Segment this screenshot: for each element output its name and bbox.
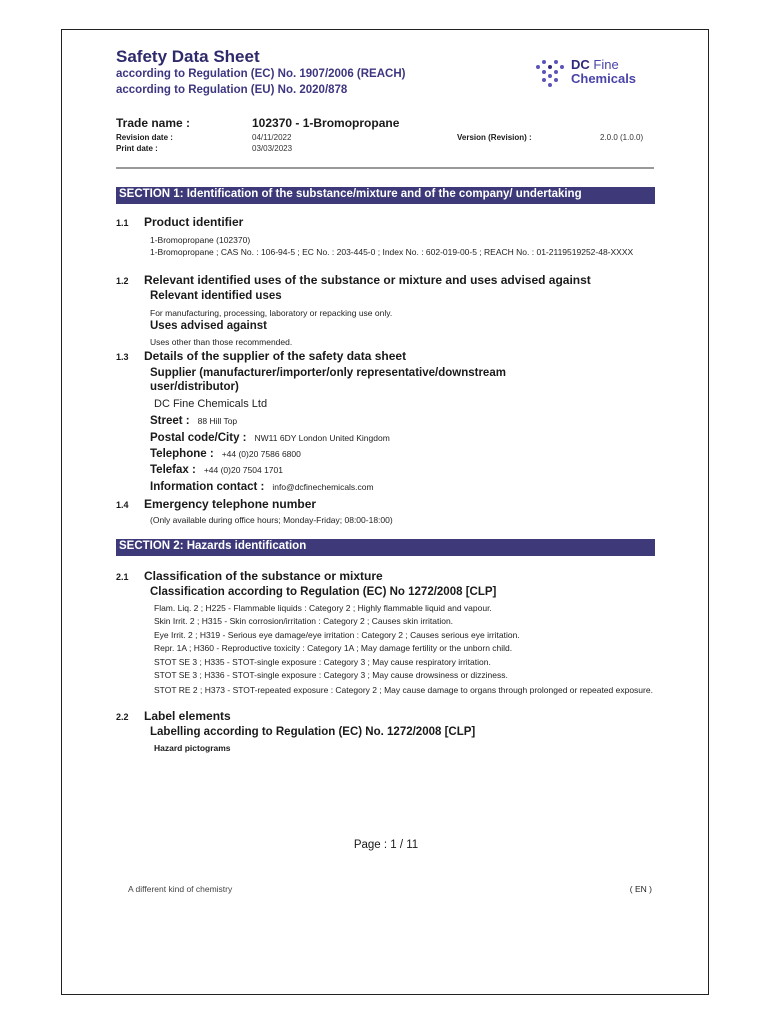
trade-name-value: 102370 - 1-Bromopropane <box>252 116 400 130</box>
supplier-heading-line1: Supplier (manufacturer/importer/only representative/downstream <box>150 367 506 379</box>
supplier-heading-line2: user/distributor) <box>150 381 239 393</box>
molecule-dots-icon <box>534 56 568 90</box>
telephone-row: Telephone : +44 (0)20 7586 6800 <box>150 448 301 460</box>
logo-text-top: DC Fine <box>571 57 619 72</box>
info-contact-value: info@dcfinechemicals.com <box>272 482 374 492</box>
version-value: 2.0.0 (1.0.0) <box>600 133 644 142</box>
logo-text-bottom: Chemicals <box>571 71 637 86</box>
version-label: Version (Revision) : <box>457 133 532 142</box>
regulation-reach: according to Regulation (EC) No. 1907/2006 (REACH) <box>116 68 406 80</box>
emergency-hours-text: (Only available during office hours; Monday-Friday; 08:00-18:00) <box>150 515 393 525</box>
classification-item: Skin Irrit. 2 ; H315 - Skin corrosion/irritation : Category 2 ; Causes skin irritation. <box>154 616 454 626</box>
classification-item: Eye Irrit. 2 ; H319 - Serious eye damage/eye irritation : Category 2 ; Causes serious eye irritation. <box>154 630 520 640</box>
s14-title: Emergency telephone number <box>144 497 317 511</box>
labelling-heading: Labelling according to Regulation (EC) No. 1272/2008 [CLP] <box>150 726 476 738</box>
s13-number: 1.3 <box>116 352 129 362</box>
clp-classification-heading: Classification according to Regulation (EC) No 1272/2008 [CLP] <box>150 586 497 598</box>
revision-date-value: 04/11/2022 <box>252 133 292 142</box>
s13-title: Details of the supplier of the safety data sheet <box>144 349 407 363</box>
postal-row: Postal code/City : NW11 6DY London United Kingdom <box>150 432 390 444</box>
section1-bar: SECTION 1: Identification of the substance/mixture and of the company/ undertaking <box>116 187 655 204</box>
classification-item: Flam. Liq. 2 ; H225 - Flammable liquids : Category 2 ; Highly flammable liquid and vapour. <box>154 603 492 613</box>
print-date-label: Print date : <box>116 144 158 153</box>
hazard-pictograms-label: Hazard pictograms <box>154 743 231 753</box>
telefax-value: +44 (0)20 7504 1701 <box>203 465 283 475</box>
s11-number: 1.1 <box>116 218 129 228</box>
street-value: 88 Hill Top <box>197 416 238 426</box>
s12-number: 1.2 <box>116 276 129 286</box>
classification-item: STOT SE 3 ; H335 - STOT-single exposure : Category 3 ; May cause respiratory irritation. <box>154 657 491 667</box>
revision-date-label: Revision date : <box>116 133 173 142</box>
classification-item: Repr. 1A ; H360 - Reproductive toxicity : Category 1A ; May damage fertility or the unborn child. <box>154 643 513 653</box>
header-divider <box>116 167 654 169</box>
classification-item: STOT RE 2 ; H373 - STOT-repeated exposure : Category 2 ; May cause damage to organs through prolonged or repeated exposure. <box>154 685 653 695</box>
uses-advised-against-text: Uses other than those recommended. <box>150 337 293 347</box>
regulation-eu: according to Regulation (EU) No. 2020/878 <box>116 84 348 96</box>
page-number: Page : 1 / 11 <box>353 839 419 851</box>
s11-title: Product identifier <box>144 215 244 229</box>
info-contact-row: Information contact : info@dcfinechemicals.com <box>150 481 374 493</box>
footer-tagline: A different kind of chemistry <box>128 884 233 894</box>
trade-name-label: Trade name : <box>116 116 191 130</box>
s21-number: 2.1 <box>116 572 129 582</box>
dc-fine-chemicals-logo <box>534 56 644 90</box>
print-date-value: 03/03/2023 <box>252 144 293 153</box>
product-identifiers-line: 1-Bromopropane ; CAS No. : 106-94-5 ; EC No. : 203-445-0 ; Index No. : 602-019-00-5 ; REACH No. : 01-2119519252-48-XXXX <box>150 247 634 257</box>
s21-title: Classification of the substance or mixture <box>144 569 383 583</box>
s14-number: 1.4 <box>116 500 129 510</box>
telephone-value: +44 (0)20 7586 6800 <box>221 449 301 459</box>
relevant-uses-heading: Relevant identified uses <box>150 290 282 302</box>
postal-value: NW11 6DY London United Kingdom <box>254 433 390 443</box>
section2-bar: SECTION 2: Hazards identification <box>116 539 655 556</box>
uses-advised-against-heading: Uses advised against <box>150 320 267 332</box>
s22-number: 2.2 <box>116 712 129 722</box>
document-title: Safety Data Sheet <box>116 47 260 66</box>
classification-item: STOT SE 3 ; H336 - STOT-single exposure : Category 3 ; May cause drowsiness or dizziness. <box>154 670 508 680</box>
s12-title: Relevant identified uses of the substance or mixture and uses advised against <box>144 273 591 287</box>
street-row: Street : 88 Hill Top <box>150 415 238 427</box>
telefax-row: Telefax : +44 (0)20 7504 1701 <box>150 464 283 476</box>
product-name-line: 1-Bromopropane (102370) <box>150 235 251 245</box>
sds-page <box>61 29 709 995</box>
footer-language: ( EN ) <box>629 884 652 894</box>
supplier-name: DC Fine Chemicals Ltd <box>154 398 268 410</box>
relevant-uses-text: For manufacturing, processing, laboratory or repacking use only. <box>150 308 393 318</box>
s22-title: Label elements <box>144 709 231 723</box>
